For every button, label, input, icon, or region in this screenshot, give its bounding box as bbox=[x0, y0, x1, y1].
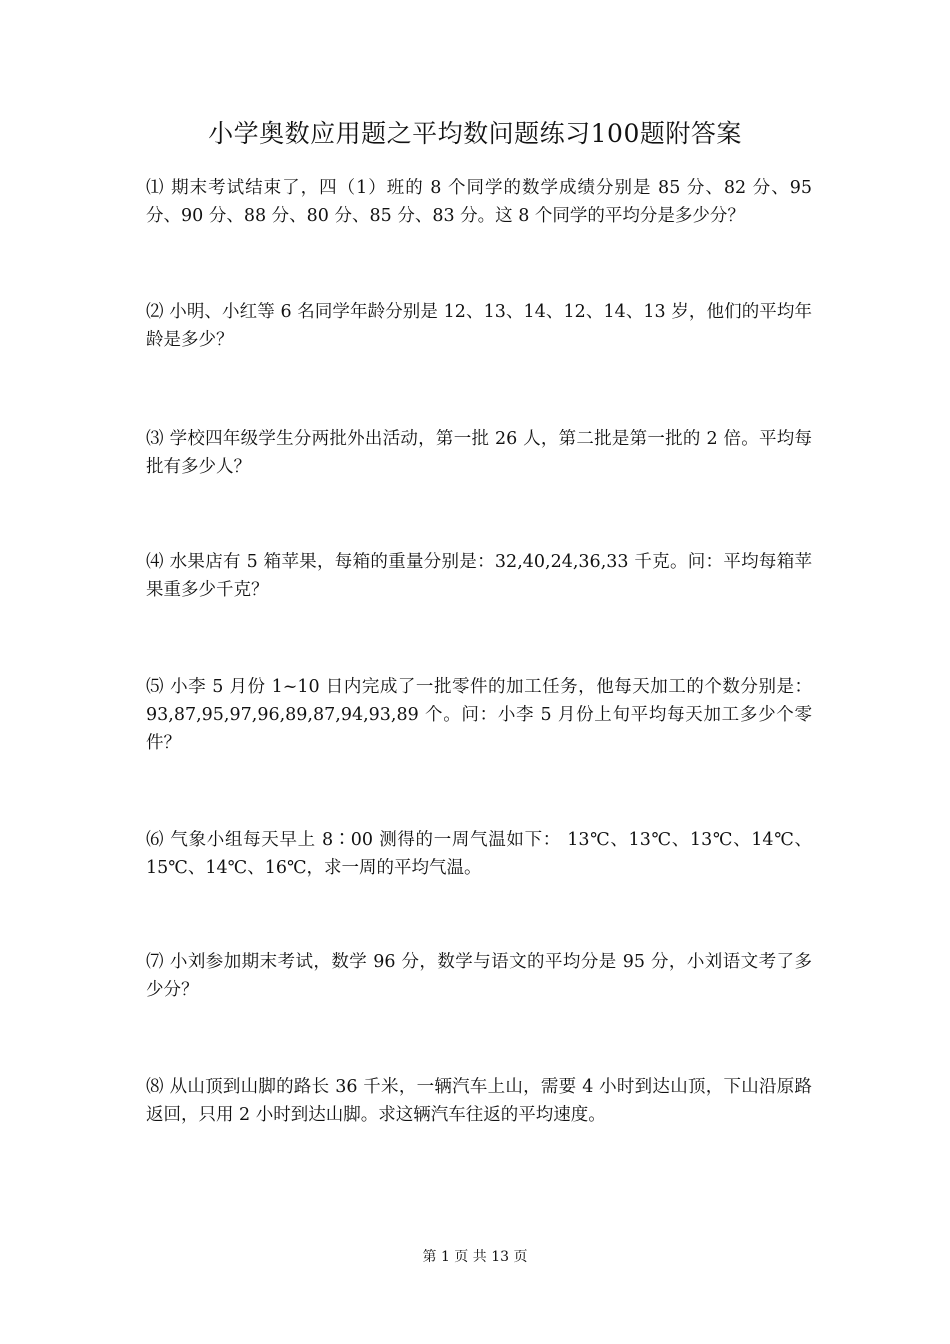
page-title: 小学奥数应用题之平均数问题练习100题附答案 bbox=[208, 119, 742, 148]
question-8: ⑻ 从山顶到山脚的路长 36 千米，一辆汽车上山，需要 4 小时到达山顶，下山沿原路返回，只用 2 小时到达山脚。求这辆汽车往返的平均速度。 bbox=[146, 1077, 812, 1125]
page-footer: 第 1 页 共 13 页 bbox=[422, 1249, 528, 1265]
question-3: ⑶ 学校四年级学生分两批外出活动，第一批 26 人，第二批是第一批的 2 倍。平均每批有多少人？ bbox=[146, 429, 812, 477]
question-2: ⑵ 小明、小红等 6 名同学年龄分别是 12、13、14、12、14、13 岁，他们的平均年龄是多少？ bbox=[146, 302, 812, 350]
question-5: ⑸ 小李 5 月份 1~10 日内完成了一批零件的加工任务，他每天加工的个数分别是：93,87,95,97,96,89,87,94,93,89 个。问：小李 5 月份上旬平均每天加工多少个零件？ bbox=[146, 677, 812, 753]
question-1: ⑴ 期末考试结束了，四（1）班的 8 个同学的数学成绩分别是 85 分、82 分、95 分、90 分、88 分、80 分、85 分、83 分。这 8 个同学的平均分是多少分？ bbox=[146, 178, 812, 226]
question-6: ⑹ 气象小组每天早上 8∶00 测得的一周气温如下： 13℃、13℃、13℃、14℃、15℃、14℃、16℃，求一周的平均气温。 bbox=[146, 830, 812, 878]
question-4: ⑷ 水果店有 5 箱苹果，每箱的重量分别是：32,40,24,36,33 千克。问：平均每箱苹果重多少千克？ bbox=[146, 552, 812, 600]
question-7: ⑺ 小刘参加期末考试，数学 96 分，数学与语文的平均分是 95 分，小刘语文考了多少分？ bbox=[146, 952, 812, 1000]
